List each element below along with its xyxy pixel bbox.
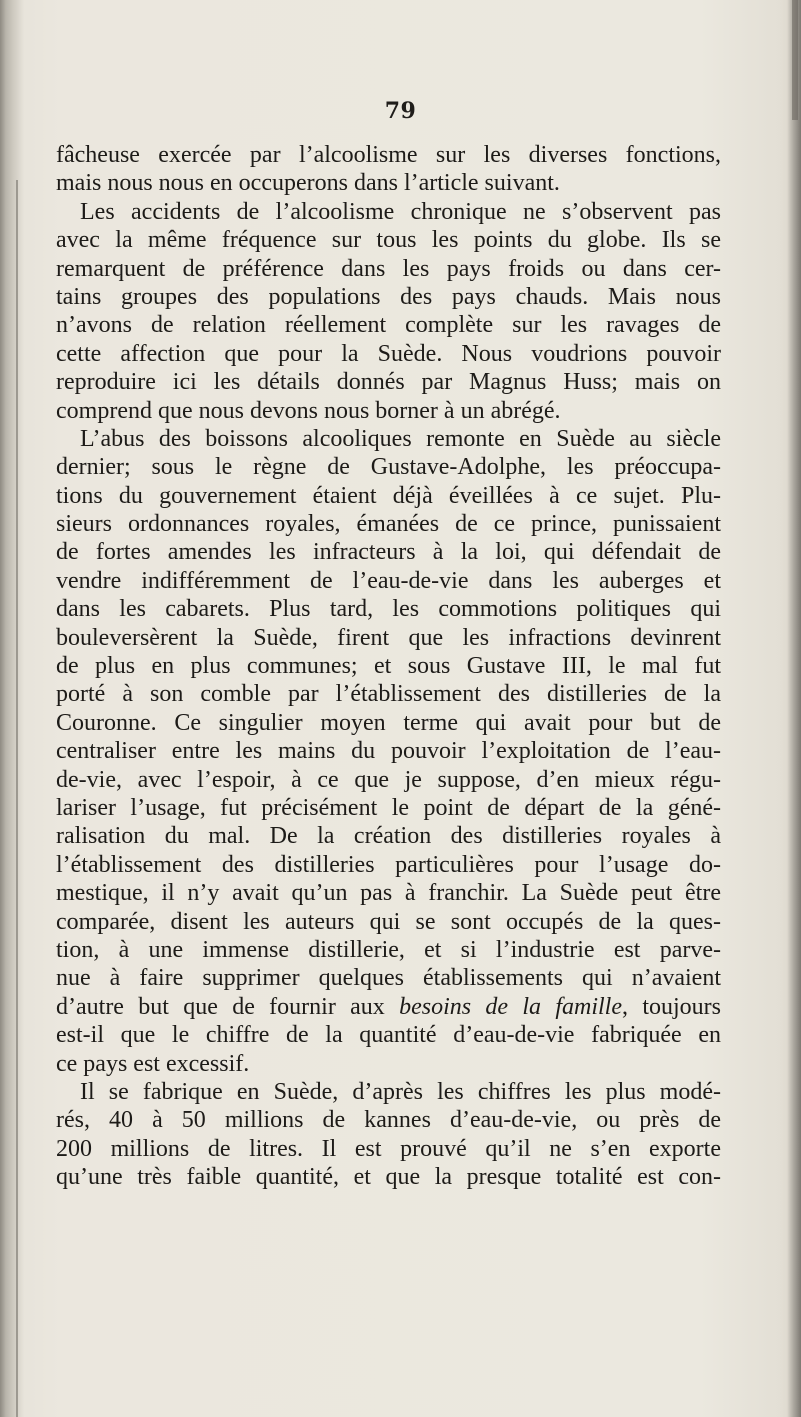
text-line: fâcheuse exercée par l’alcoolisme sur les diverses fonctions, xyxy=(56,142,721,168)
text-line: ce pays est excessif. xyxy=(56,1050,250,1077)
text-line: nue à faire supprimer quelques établissements qui n’avaient xyxy=(56,965,721,992)
text-line: qu’une très faible quantité, et que la presque totalité est con- xyxy=(56,1164,721,1191)
text-line: lariser l’usage, fut précisément le point de départ de la géné- xyxy=(56,794,721,821)
text-line: n’avons de relation réellement complète sur les ravages de xyxy=(56,312,721,339)
text-line: avec la même fréquence sur tous les points du globe. Ils se xyxy=(56,227,721,254)
text-line: comprend que nous devons nous borner à un abrégé. xyxy=(56,397,561,424)
text-line: remarquent de préférence dans les pays froids ou dans cer- xyxy=(56,255,721,282)
text-line: tion, à une immense distillerie, et si l’industrie est parve- xyxy=(56,936,721,963)
text-line: de plus en plus communes; et sous Gustave III, le mal fut xyxy=(56,653,721,680)
text-line: cette affection que pour la Suède. Nous voudrions pouvoir xyxy=(56,340,721,367)
page-left-edge-shadow xyxy=(0,0,24,1417)
text-line: vendre indifféremment de l’eau-de-vie dans les auberges et xyxy=(56,567,721,594)
text-line: Couronne. Ce singulier moyen terme qui avait pour but de xyxy=(56,709,721,736)
text-line: dans les cabarets. Plus tard, les commotions politiques qui xyxy=(56,596,721,623)
text-line: bouleversèrent la Suède, firent que les infractions devinrent xyxy=(56,624,721,651)
page-gutter-line xyxy=(16,180,18,1417)
text-line: Il se fabrique en Suède, d’après les chiffres les plus modé- xyxy=(80,1078,721,1105)
text-line: est-il que le chiffre de la quantité d’eau-de-vie fabriquée en xyxy=(56,1022,721,1049)
text-line: sieurs ordonnances royales, émanées de ce prince, punissaient xyxy=(56,511,721,538)
text-line: L’abus des boissons alcooliques remonte en Suède au siècle xyxy=(80,425,721,452)
text-line: de-vie, avec l’espoir, à ce que je suppose, d’en mieux régu- xyxy=(56,766,721,793)
text-line: comparée, disent les auteurs qui se sont occupés de la ques- xyxy=(56,908,721,935)
text-line: mestique, il n’y avait qu’un pas à franchir. La Suède peut être xyxy=(56,880,721,907)
text-line: 200 millions de litres. Il est prouvé qu’il ne s’en exporte xyxy=(56,1135,721,1162)
text-line: Les accidents de l’alcoolisme chronique ne s’observent pas xyxy=(80,198,721,225)
text-line: centraliser entre les mains du pouvoir l’exploitation de l’eau- xyxy=(56,738,721,765)
text-line: ralisation du mal. De la création des distilleries royales à xyxy=(56,823,721,850)
text-line: mais nous nous en occuperons dans l’article suivant. xyxy=(56,170,560,197)
text-line: rés, 40 à 50 millions de kannes d’eau-de-vie, ou près de xyxy=(56,1107,721,1134)
text-line: reproduire ici les détails donnés par Magnus Huss; mais on xyxy=(56,369,721,396)
text-line-with-italic xyxy=(56,993,721,1021)
text-fragment: , toujours xyxy=(622,993,721,1020)
text-line: tains groupes des populations des pays chauds. Mais nous xyxy=(56,283,721,310)
text-line: porté à son comble par l’établissement des distilleries de la xyxy=(56,681,721,708)
text-line: l’établissement des distilleries particulières pour l’usage do- xyxy=(56,851,721,878)
text-fragment: d’autre but que de fournir aux xyxy=(56,993,400,1020)
text-line: de fortes amendes les infracteurs à la loi, qui défendait de xyxy=(56,539,721,566)
page-right-edge-shadow xyxy=(787,0,801,1417)
text-line: tions du gouvernement étaient déjà éveillées à ce sujet. Plu- xyxy=(56,482,721,509)
text-line: dernier; sous le règne de Gustave-Adolphe, les préoccupa- xyxy=(56,454,721,481)
page-number: 79 xyxy=(384,98,417,124)
italic-phrase: besoins de la famille xyxy=(399,993,623,1020)
body-text xyxy=(56,141,721,1191)
